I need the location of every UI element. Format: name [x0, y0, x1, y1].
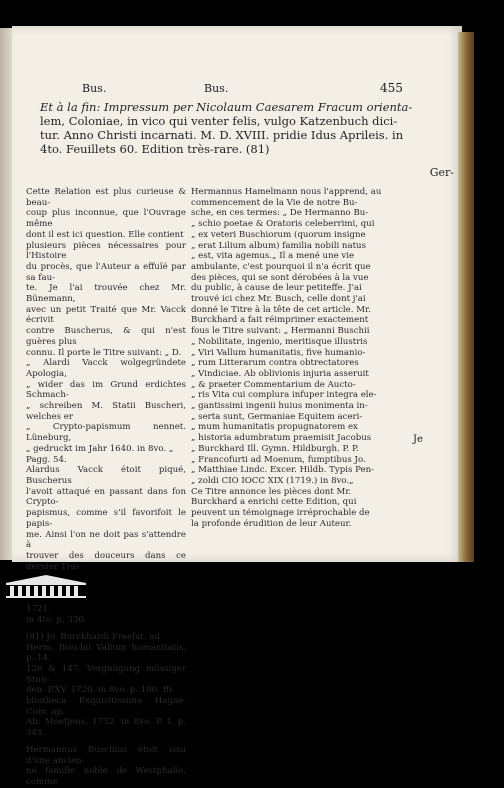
text-line: peuvent un témoignage irréprochable de — [191, 508, 370, 519]
text-line: contre Buscherus, & qui n'est guères plus — [26, 326, 186, 347]
text-line: Ce Titre annonce les pièces dont Mr. — [191, 486, 352, 497]
page-number: 455 — [380, 81, 403, 95]
text-line: me. Ainsi l'on ne doit pas s'attendre à — [26, 529, 186, 551]
text-line: donné le Titre à la tête de cet article. Mr. — [191, 304, 371, 315]
text-line: „ serta sunt, Germaniae Equitem aceri- — [191, 411, 363, 422]
text-line: in 4to. p. 330. — [26, 615, 87, 626]
imprint-line: lem, Coloniae, in vico qui venter felis, vulgo Katzenbuch dici- — [40, 114, 398, 128]
footnote — [26, 632, 186, 739]
text-line: plusieurs pièces nécessaires pour l'Histoire — [26, 240, 186, 262]
text-line: „ schio poetae & Oratoris celeberrimi, qui — [191, 219, 375, 230]
text-line: „ mum humanitatis propugnatorem ex — [191, 422, 358, 433]
running-head-middle: Bus. — [204, 82, 229, 95]
catchword-bottom: Je — [413, 434, 423, 445]
text-line: des pièces, qui se sont dérobées à la vue — [191, 272, 369, 283]
text-line: Hermannus Buschius étoit issu d'une ancien- — [26, 744, 186, 766]
imprint-line: Et à la fin: Impressum per Nicolaum Caesarem Fracum orienta- — [40, 100, 413, 114]
text-line: sche, en ces termes: „ De Hermanno Bu- — [191, 208, 369, 219]
text-line: avec un petit Traité que Mr. Vacck écrivit — [26, 304, 186, 326]
text-line: „ Matthiae Lindc. Excer. Hildb. Typis Pen- — [191, 465, 375, 476]
text-line: du public, à cause de leur petiteffe. J'ai — [191, 283, 362, 294]
text-line: „ erat Lilium album) familia nobili natus — [191, 240, 366, 251]
imprint-line: tur. Anno Christi incarnati. M. D. XVIII. pridie Idus Aprileis. in — [40, 128, 404, 142]
text-line: du procès, que l'Auteur a effuïé par sa fau- — [26, 261, 186, 283]
book-fore-edge — [458, 32, 474, 562]
text-line: fous le Titre suivant: „ Hermanni Buschii — [191, 326, 370, 337]
text-line: l'avoit attaqué en passant dans fon Crypto- — [26, 486, 186, 508]
text-line: „ wider das im Grund erdichtes Schmach- — [26, 379, 186, 401]
text-line: „ schreiben M. Statii Buscheri, welches er — [26, 401, 186, 422]
text-line: Alardus Vacck étoit piqué, Buscherus — [26, 465, 186, 486]
text-line: „ Burckhard Ill. Gymn. Hildburgh. P. P. — [191, 443, 359, 454]
paragraph — [191, 187, 439, 530]
catchword-top: Ger- — [429, 166, 454, 179]
text-line: „ Crypto-papismum nennet. Lüneburg, — [26, 422, 186, 444]
text-line: „ ris Vita cui complura infuper integra ele- — [191, 390, 377, 401]
text-line: Hermannus Hamelmann nous l'apprend, au — [191, 187, 382, 197]
text-line: „ Viri Vallum humanitatis, five humanio- — [191, 347, 366, 358]
text-line: „ est, vita agemus.„ Il a mené une vie — [191, 251, 355, 262]
text-line: te. Je l'ai trouvée chez Mr. Bünemann, — [26, 283, 186, 305]
text-line: „ historia adumbratum praemisit Jacobus — [191, 433, 372, 444]
text-line: „ gedruckt im Jahr 1640. in 8vo. „ — [26, 443, 174, 454]
text-line: „ Vindiciae. Ab oblivionis injuria asseruit — [191, 368, 369, 379]
text-line: „ Francofurti ad Moenum, fumptibus Jo. — [191, 454, 366, 465]
text-line: Ab. Moetjens, 1732. in 8vo. P. I. p. 345. — [26, 717, 186, 739]
text-line: la profonde érudition de leur Auteur. — [191, 518, 352, 529]
text-line: commencement de la Vie de notre Bu- — [191, 197, 358, 208]
text-line: „ Nobilitate, ingenio, meritisque illustris — [191, 336, 368, 347]
text-line: Pagg. 54. — [26, 454, 67, 465]
text-line: Cette Relation est plus curieuse & beau- — [26, 187, 186, 208]
text-line: „ gantissimi ingenii huius monimenta in- — [191, 401, 368, 412]
text-line: „ rum Litterarum contra obtrectatores — [191, 358, 359, 369]
text-line: connu. Il porte le Titre suivant: „ D. — [26, 347, 182, 358]
right-column — [191, 187, 439, 530]
text-line: (81) Jo. Burckhardi Praefat. ad — [26, 631, 160, 642]
text-line: 1721. — [26, 604, 51, 615]
text-line: „ ex veteri Buschiorum (quorum insigne — [191, 229, 366, 240]
library-building-logo-icon — [4, 573, 88, 599]
imprint-block — [40, 100, 450, 156]
text-line: Burckhard a fait réimprimer exactement — [191, 315, 369, 326]
text-line: bliotheca Exquisitissima Hagae-Com. ap. — [26, 696, 186, 717]
text-line: den. P.XV. 1720. in 8vo. p. 190. Bi- — [26, 685, 175, 696]
text-line: coup plus inconnue, que l'Ouvrage même — [26, 208, 186, 230]
text-line: trouvé ici chez Mr. Busch, celle dont j'ai — [191, 294, 366, 305]
running-head-left: Bus. — [82, 82, 107, 95]
text-line: papismus, comme s'il favorifoit le papis- — [26, 508, 186, 529]
text-line: „ & praeter Commentarium de Aucto- — [191, 379, 356, 390]
paragraph — [26, 745, 186, 788]
paragraph — [26, 187, 186, 465]
imprint-line: 4to. Feuillets 60. Edition très-rare. (81) — [40, 142, 270, 156]
text-line: trouver des douceurs dans ce dernier Trai- — [26, 550, 186, 572]
text-line: „ Alardi Vacck wolgegründete Apologia, — [26, 358, 186, 379]
left-column — [26, 187, 186, 788]
text-line: Burckhard a enrichi cette Edition, qui — [191, 497, 357, 508]
text-line: „ zoldi CIO IOCC XIX (1719.) in 8vo.„ — [191, 475, 354, 486]
text-line: Herm. Buschii Vallum humanitatis, p. 14. — [26, 642, 186, 664]
text-line: dont il est ici question. Elle contient — [26, 229, 184, 240]
text-line: 126 & 147. Vergnügung müssiger Stun- — [26, 663, 186, 685]
text-line: ambulante, c'est pourquoi il n'a écrit que — [191, 261, 371, 272]
text-line: ne famille noble de Westphalie, comme — [26, 766, 186, 787]
